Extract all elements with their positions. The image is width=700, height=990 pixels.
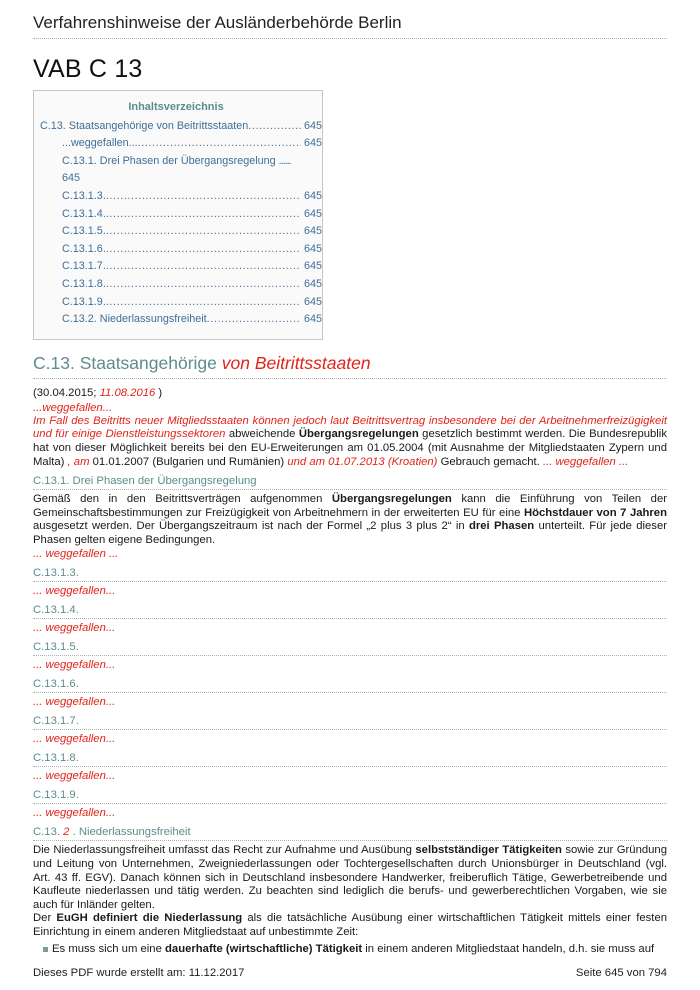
- toc-item[interactable]: C.13.1.3. . . . 645: [40, 188, 322, 206]
- bullet-icon: [43, 947, 48, 952]
- removed-note: ... weggefallen...: [33, 696, 116, 709]
- removed-note: ... weggefallen...: [33, 733, 116, 746]
- removed-note: ... weggefallen ...: [33, 548, 119, 561]
- toc-item[interactable]: C.13.1.4. . . . 645: [40, 206, 322, 224]
- subsection-heading: C.13.1.8.: [33, 752, 667, 767]
- removed-note: ... weggefallen...: [33, 622, 116, 635]
- page-footer: [33, 967, 667, 979]
- footer-page-number: Seite 645 von 794: [575, 967, 667, 979]
- toc-item[interactable]: C.13.1.8. . . . 645: [40, 276, 322, 294]
- intro-paragraph: Im Fall des Beitritts neuer Mitgliedsstaaten können jedoch laut Beitrittsvertrag insbesondere bei der Arbeitnehmerfreizügigkeit und für einige Dienstleistungssektoren abweichende Übergangsregelungen gesetzlich bestimmt werden. Die Bundesrepublik hat von dieser Möglichkeit bereits bei den EU-Erweiterungen am 01.05.2004 (mit Ausnahme der Mitgliedstaaten Zypern und Malta) , am 01.01.2007 (Bulgarien und Rumänien) und am 01.07.2013 (Kroatien) Gebrauch gemacht. ... weggefallen ...: [33, 414, 667, 468]
- subsection-heading: C.13.1.5.: [33, 641, 667, 656]
- toc-item[interactable]: C.13.1.7. . . . 645: [40, 258, 322, 276]
- eugh-paragraph: Der EuGH definiert die Niederlassung als die tatsächliche Ausübung einer wirtschaftlichen Tätigkeit mittels einer festen Einrichtung in einem anderen Mitgliedstaat auf unbestimmte Zeit:: [33, 912, 668, 939]
- toc-item[interactable]: ...weggefallen... . . . 645: [40, 135, 322, 153]
- establishment-paragraph: Die Niederlassungsfreiheit umfasst das Recht zur Aufnahme und Ausübung selbstständiger Tätigkeiten sowie zur Gründung und Leitung von Unternehmen, Zweigniederlassungen oder Tochtergesellschaften durch Unionsbürger in Deutschland (vgl. Art. 43 ff. EGV). Danach können sich in Deutschland insbesondere Handwerker, freiberuflich Tätige, Gewerbetreibende und Kaufleute niederlassen und tätig werden. Zu beachten sind lediglich die berufs- und gewerberechtlichen Vorgaben, wie sie auch für Inländer gelten.: [33, 844, 667, 911]
- footer-created-date: Dieses PDF wurde erstellt am: 11.12.2017: [33, 967, 245, 979]
- removed-note: ... weggefallen...: [33, 585, 116, 598]
- document-page: [33, 0, 667, 956]
- removed-note: ... weggefallen...: [33, 770, 116, 783]
- subsection-heading: C.13.1.4.: [33, 604, 667, 619]
- toc-item[interactable]: C.13.1.9. . . . 645: [40, 294, 322, 312]
- subsection-heading: C.13.1.9.: [33, 789, 667, 804]
- page-header: Verfahrenshinweise der Ausländerbehörde Berlin: [33, 13, 667, 39]
- section-title: C.13. Staatsangehörige von Beitrittsstaaten: [33, 353, 667, 379]
- subsection-heading: C.13.1.6.: [33, 678, 667, 693]
- subsection-heading: C.13.1. Drei Phasen der Übergangsregelung: [33, 475, 667, 490]
- removed-note: ...weggefallen...: [33, 401, 113, 414]
- removed-note: ... weggefallen...: [33, 807, 116, 820]
- subsection-heading-establishment: C.13. 2 . Niederlassungsfreiheit: [33, 826, 667, 841]
- section-dates: (30.04.2015; 11.08.2016 ): [33, 386, 163, 399]
- toc-item[interactable]: C.13.1.6. . . . 645: [40, 241, 322, 259]
- phases-paragraph: Gemäß den in den Beitrittsverträgen aufgenommen Übergangsregelungen kann die Einführung von Teilen der Gemeinschaftsbestimmungen zur Freizügigkeit von Arbeitnehmern in der erweiterten EU für eine Höchstdauer von 7 Jahren ausgesetzt werden. Der Übergangszeitraum ist nach der Formel „2 plus 3 plus 2“ in drei Phasen unterteilt. Für jede dieser Phasen gelten eigene Bedingungen.: [33, 493, 667, 546]
- document-title: VAB C 13: [33, 55, 143, 83]
- bullet-item: Es muss sich um eine dauerhafte (wirtschaftliche) Tätigkeit in einem anderen Mitgliedstaat handeln, d.h. sie muss auf: [33, 943, 667, 957]
- removed-note: ... weggefallen...: [33, 659, 116, 672]
- toc-item[interactable]: C.13.1.5. . . . 645: [40, 223, 322, 241]
- toc-heading: Inhaltsverzeichnis: [128, 101, 224, 113]
- toc-item[interactable]: C.13.2. Niederlassungsfreiheit . . . 645: [40, 311, 322, 329]
- toc-item[interactable]: C.13. Staatsangehörige von Beitrittsstaaten . . . 645: [40, 118, 322, 136]
- subsection-heading: C.13.1.3.: [33, 567, 667, 582]
- table-of-contents: [33, 90, 323, 340]
- toc-item[interactable]: C.13.1. Drei Phasen der Übergangsregelung ...... 645: [62, 154, 291, 185]
- subsection-heading: C.13.1.7.: [33, 715, 667, 730]
